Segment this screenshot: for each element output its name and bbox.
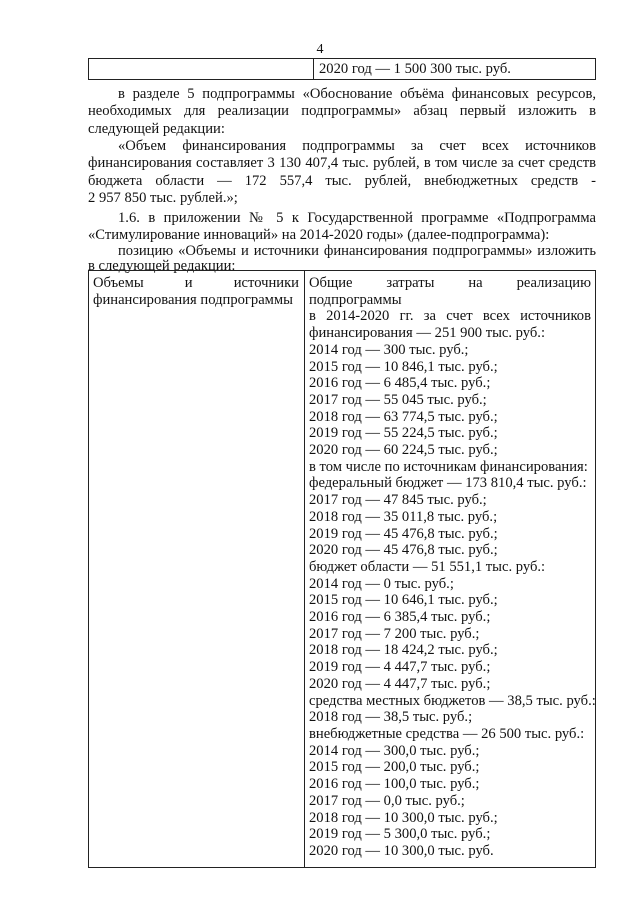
paragraph-line: 2 957 850 тыс. рублей.»; [88, 190, 238, 207]
paragraph-section-5-amendment [88, 86, 596, 138]
paragraph-line: «Стимулирование инноваций» на 2014-2020 годы» (далее-подпрограмма): [88, 227, 550, 244]
table-value-line: 2015 год — 200,0 тыс. руб.; [309, 759, 480, 776]
paragraph-line: необходимых для реализации подпрограммы» абзац первый изложить в [88, 103, 596, 120]
table-value-line: 2018 год — 18 424,2 тыс. руб.; [309, 642, 498, 659]
table-value-line: 2020 год — 10 300,0 тыс. руб. [309, 842, 494, 859]
table-value-line: 2014 год — 0 тыс. руб.; [309, 575, 454, 592]
paragraph-financing-volume [88, 138, 596, 208]
table-value-line: финансирования — 251 900 тыс. руб.: [309, 325, 546, 342]
table-value-line: 2016 год — 6 385,4 тыс. руб.; [309, 609, 491, 626]
paragraph-line: «Объем финансирования подпрограммы за счет всех источников [118, 138, 596, 154]
paragraph-line: позицию «Объемы и источники финансирования подпрограммы» изложить [118, 243, 596, 259]
table-value-line: 2014 год — 300,0 тыс. руб.; [309, 742, 480, 759]
table-label-line: Объемы и источники [93, 275, 299, 291]
table-value-line: 2015 год — 10 646,1 тыс. руб.; [309, 592, 498, 609]
paragraph-line: 1.6. в приложении № 5 к Государственной программе «Подпрограмма [118, 210, 596, 226]
table-cell-value: 2020 год — 1 500 300 тыс. руб. [319, 61, 511, 77]
table-value-line: 2016 год — 100,0 тыс. руб.; [309, 776, 480, 793]
table-value-line: 2016 год — 6 485,4 тыс. руб.; [309, 375, 491, 392]
table-value-line: 2019 год — 4 447,7 тыс. руб.; [309, 659, 491, 676]
column-divider [313, 59, 314, 79]
table-value-line: в том числе по источникам финансирования: [309, 458, 588, 475]
table-value-line: 2019 год — 45 476,8 тыс. руб.; [309, 525, 498, 542]
table-value-line: 2019 год — 5 300,0 тыс. руб.; [309, 826, 491, 843]
paragraph-appendix-5 [88, 210, 596, 245]
table-label-cell [93, 275, 299, 310]
paragraph-line: финансирования составляет 3 130 407,4 тыс. рублей, в том числе за счет средств [88, 155, 596, 172]
table-value-line: федеральный бюджет — 173 810,4 тыс. руб.: [309, 475, 587, 492]
table-value-line: 2017 год — 7 200 тыс. руб.; [309, 625, 480, 642]
table-value-line: 2020 год — 4 447,7 тыс. руб.; [309, 675, 491, 692]
table-value-line: 2020 год — 60 224,5 тыс. руб.; [309, 442, 498, 459]
column-divider [304, 271, 305, 867]
table-value-line: 2018 год — 38,5 тыс. руб.; [309, 709, 473, 726]
table-value-line: 2017 год — 47 845 тыс. руб.; [309, 492, 487, 509]
table-label-line: финансирования подпрограммы [93, 292, 293, 309]
table-value-cell [309, 275, 596, 860]
page-number: 4 [316, 42, 324, 57]
table-value-line: 2014 год — 300 тыс. руб.; [309, 341, 469, 358]
table-value-line: Общие затраты на реализацию подпрограммы [309, 275, 591, 308]
table-value-line: 2017 год — 0,0 тыс. руб.; [309, 792, 465, 809]
table-value-line: 2018 год — 63 774,5 тыс. руб.; [309, 408, 498, 425]
table-value-line: 2015 год — 10 846,1 тыс. руб.; [309, 358, 498, 375]
table-value-line: 2018 год — 35 011,8 тыс. руб.; [309, 508, 498, 525]
financing-table [88, 270, 596, 868]
table-value-line: 2017 год — 55 045 тыс. руб.; [309, 391, 487, 408]
table-value-line: 2020 год — 45 476,8 тыс. руб.; [309, 542, 498, 559]
paragraph-line: в разделе 5 подпрограммы «Обоснование объёма финансовых ресурсов, [118, 86, 596, 102]
table-value-line: внебюджетные средства — 26 500 тыс. руб.: [309, 725, 585, 742]
table-value-line: бюджет области — 51 551,1 тыс. руб.: [309, 558, 546, 575]
paragraph-line: в следующей редакции: [88, 258, 236, 274]
table-continuation-row [88, 58, 596, 80]
table-value-line: 2019 год — 55 224,5 тыс. руб.; [309, 425, 498, 442]
table-value-line: средства местных бюджетов — 38,5 тыс. руб.: [309, 692, 596, 709]
table-value-line: 2018 год — 10 300,0 тыс. руб.; [309, 809, 498, 826]
table-value-line: в 2014-2020 гг. за счет всех источников [309, 308, 591, 325]
paragraph-line: бюджета области — 172 557,4 тыс. рублей, внебюджетных средств - [88, 172, 596, 189]
paragraph-line: следующей редакции: [88, 120, 225, 137]
